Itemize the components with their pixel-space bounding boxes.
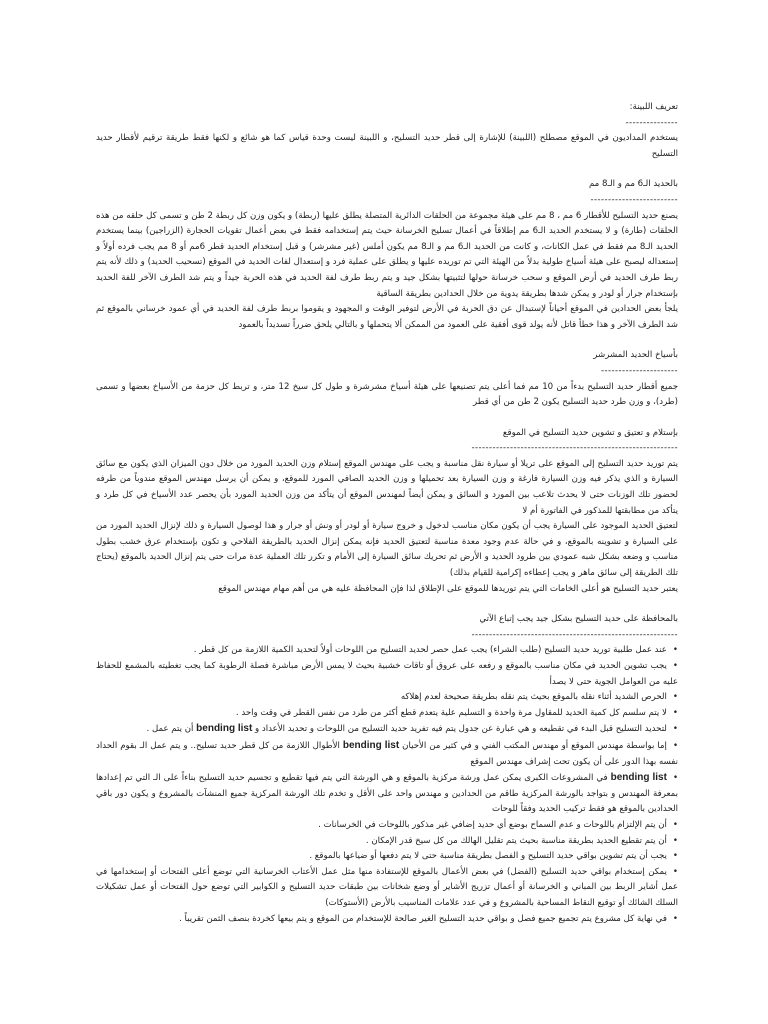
item-text: عند عمل طلبية توريد حديد التسليح (طلب الشراء) يجب عمل حصر لحديد التسليح من اللوحات أولاً لتحديد الكمية اللازمة من كل قطر . — [193, 645, 667, 656]
section-heading: بأسياخ الحديد المشرشر — [593, 350, 678, 361]
section-definition — [96, 100, 678, 162]
section-heading: تعريف اللبينة: — [629, 102, 678, 112]
bullet-icon: • — [672, 692, 678, 703]
bullet-icon: • — [672, 913, 678, 924]
bullet-icon: • — [672, 819, 678, 830]
section-preservation — [96, 612, 678, 927]
item-text: لا يتم سلسم كل كمية الحديد للمقاول مرة واحدة و التسليم علية يتعدم قطع أكثر من طرد من نفس القطر في وقت واحد . — [235, 707, 667, 718]
item-text: الأطوال اللازمة من كل قطر حديد تسليح.. و يتم عمل الـ بقوم الحداد نفسه بهذا الدور على أن يكون تحت إشراف مهندس الموقع — [96, 740, 678, 767]
heading-underline: ---------------------- — [600, 365, 678, 376]
bullet-icon: • — [672, 835, 678, 846]
bullet-icon: • — [672, 661, 678, 671]
heading-underline: --------------- — [625, 117, 678, 128]
paragraph: جميع أقطار حديد التسليح بدءاً من 10 مم فما أعلى يتم تصنيعها على هيئة أسياخ مشرشرة و طول كل سيخ 12 متر، و تربط كل حزمة من الأسياخ بعضها و تسمى (طرد)، و وزن طرد حديد التسليح يكون 2 طن من أي قطر — [96, 381, 679, 408]
item-text: يمكن إستخدام بواقي حديد التسليح (الفضل) في بعض الأعمال بالموقع للإستفادة منها مثل عمل الأعتاب الخرسانية التي توضع أعلى الفتحات أو إستخدامها في عمل أشاير الربط بين المباني و الخرسانة أو أعمال تزريج الأشاير أو وضع شخانات بين طبقات حديد التسليح و الكوابير التي توضع حول الفتحات أو عمل تشكيلات السلك الشائك أو توقيع النقاط المساحية بالمشروع و في عدد علامات المناسيب بالأرض (الأستوكات) — [96, 866, 678, 908]
list-item — [96, 659, 678, 690]
list-item — [96, 849, 678, 865]
item-text: في نهاية كل مشروع يتم تجميع جميع فصل و بواقي حديد التسليح الغير صالحة للإستخدام من الموقع و يتم بيعها كخردة بنصف الثمن تقريباً . — [179, 913, 667, 924]
item-text: في المشروعات الكبرى يمكن عمل ورشة مركزية بالموقع و هي الورشة التي يتم فيها تقطيع و تجسيم حديد التسليح بناءاً على الـ التي تم إعدادها بمعرفة المهندس و بتواجد بالورشة المركزية طاقم من الحدادين و مهندس واحد على الأقل و تخدم تلك الورشة المركزية جميع المنشآت بالمشروع و يكون دور باقي الحدادين بالموقع هو فقط تركيب الحديد وفقاً للوحات — [96, 773, 678, 815]
list-item — [96, 834, 678, 850]
bullet-icon: • — [672, 773, 679, 784]
paragraph: يصنع حديد التسليح للأقطار 6 مم ، 8 مم على هيئة مجموعة من الحلقات الدائرية المتصلة يطلق عليها (ربطة) و يكون وزن كل ربطة 2 طن و تسمى كل حلقه من هذه الحلقات (طارة) و لا يستخدم الحديد الـ6 مم إطلاقاً في أعمال تسليح الخرسانة حيث يتم إستخدامه فقط في بعض أعمال تقويات الحجارة (الزراجين) بينما يستخدم الحديد الـ8 مم فقط في عمل الكانات، و كانت من الحديد الـ6 مم و الـ8 مم يكون أملس (غير مشرشر) و قبل إستخدام الحديد قطر 6مم أو 8 مم يجب فرده أولاً و إستعداله ليصبح على هيئة أسياخ طولية بدلاً من الهيئة التي تم توريده عليها و يطلق على عملية فرد و إستعدال لفات الحديد في الموقع (تسحيب الحديد) و ذلك لأنه يتم ربط طرف الحديد في أرض الموقع و سحب خرسانة حولها لتثبيتها بشكل جيد و يتم ربط طرف لفة الحديد في هذه الحربة جيداً و يتم شد الطرف الآخر للفة الحديد بإستخدام جرار أو لودر و يمكن شدها بطريقة يدوية من خلال الحدادين بطريقة الساقية — [96, 210, 679, 299]
bullet-list — [96, 643, 678, 927]
section-heading: بالمحافظة على حديد التسليح بشكل جيد يجب إتباع الآتي — [479, 614, 678, 625]
bullet-icon: • — [672, 707, 678, 718]
section-heading: بالحديد الـ6 مم و الـ8 مم — [588, 179, 678, 190]
paragraph: يعتبر حديد التسليح هو أعلى الخامات التي يتم توريدها للموقع على الإطلاق لذا فإن المحافظة عليه هي من أهم مهام مهندس الموقع — [218, 583, 678, 594]
list-item — [96, 770, 678, 818]
term-text: bending list — [196, 723, 253, 735]
paragraph: يتم توريد حديد التسليح إلى الموقع على تريلا أو سيارة نقل مناسبة و يجب على مهندس الموقع إستلام وزن الحديد المورد من خلال دون الميزان الذي يكون مع سائق السيارة و الذي يذكر فيه وزن السيارة فارغة و وزن السيارة بعد تحميلها و وزن الحديد الصافي المورد للموقع، و يمكن أن يرسل مهندس الموقع مندوباً من طرفه لحضور تلك الوزنات حتى لا يحدث تلاعب بين المورد و السائق و يمكن أيضاً لمهندس الموقع أن يتأكد من وزن الحديد المورد بأن يحصر عدد الأسياخ في كل طرد و يتأكد من مطابقتها للمذكور في الفاتورة أم لا — [96, 458, 678, 516]
item-text: أن يتم الإلتزام باللوحات و عدم السماح بوضع أي حديد إضافي غير مذكور باللوحات في الخرسانات . — [318, 819, 667, 830]
bullet-icon: • — [672, 724, 678, 735]
heading-underline: ----------------------------------------------------------- — [471, 443, 678, 454]
bullet-icon: • — [672, 645, 678, 656]
term-text: bending list — [342, 739, 400, 751]
list-item — [96, 706, 678, 722]
item-text: إما بواسطة مهندس الموقع أو مهندس المكتب الفني و في كثير من الأحيان — [399, 740, 667, 751]
item-text: أن يتم تقطيع الحديد بطريقة مناسبة بحيث يتم تقليل الهالك من كل سيخ قدر الإمكان . — [365, 835, 667, 846]
item-text: يجب تشوين الحديد في مكان مناسب بالموقع و رفعه على عروق أو تاقات خشبية بحيث لا يمس الأرض مباشرة فصلة الرطوبة كما يجب تغطيته بالمشمع للحفاظ عليه من العوامل الجوية حتى لا يصدأ — [96, 661, 678, 687]
paragraph: يستخدم المداديون في الموقع مصطلح (اللبينة) للإشارة إلى قطر حديد التسليح، و اللبينة ليست وحدة قياس كما هو شائع و لكنها فقط طريقة ترقيم لأقطار حديد التسليح — [96, 133, 678, 159]
document-page — [96, 100, 678, 927]
heading-underline: ------------------------- — [590, 194, 678, 205]
item-text: أن يتم عمل . — [146, 724, 197, 735]
list-item — [96, 818, 678, 834]
list-item — [96, 643, 678, 659]
section-deformed-bars — [96, 348, 678, 410]
section-6mm-8mm — [96, 177, 678, 333]
list-item — [96, 738, 678, 770]
section-heading: بإستلام و تعتيق و تشوين حديد التسليح في الموقع — [502, 427, 678, 438]
list-item — [96, 721, 678, 738]
bullet-icon: • — [672, 740, 679, 751]
list-item — [96, 690, 678, 706]
bullet-icon: • — [672, 866, 678, 877]
list-item — [96, 865, 678, 912]
list-item — [96, 912, 678, 928]
bullet-icon: • — [672, 851, 678, 862]
item-text: لتحديد التسليح قبل البدء في تقطيعه و هي عبارة عن جدول يتم فيه تفريد حديد التسليح من اللوحات و تحديد الأعداد و — [252, 724, 667, 735]
paragraph: يلجأ بعض الحدادين في الموقع أحياناً لإستبدال عن دق الحربة في الأرض لتوفير الوقت و المجهود و يقوموا بربط طرف لفة الحديد في أي عمود خرساني بالموقع ثم شد الطرف الآخر و هذا خطأ قاتل لأنه يولد قوى أفقية على العمود من الممكن ألا يتحملها و بالتالي يلحق ضرراً تسديداً بالعمود — [96, 304, 678, 330]
term-text: bending list — [610, 772, 667, 784]
paragraph: لتعتيق الحديد الموجود على السيارة يجب أن يكون مكان مناسب لدخول و خروج سيارة أو لودر أو ونش أو جرار و هذا لوصول السيارة و ذلك لإنزال الحديد المورد من على السيارة و تشوينه بالموقع، و في حالة عدم وجود معدة مناسبة لتعتيق الحديد فإنه يمكن إنزال الحديد بالطريقة الفلاحي و تكون بإستخدام عرق خشب بطول مناسب و وضعه بشكل شبه عمودي بين طرود الحديد و الأرض ثم تحريك سائق السيارة إلى الأمام و تكرر تلك العملية عدة مرات حتى يتم إنزال الحديد بالموقع (يحتاج تلك الطريقة إلى سائق ماهر و يجب إعطاءه إكرامية للقيام بذلك) — [96, 521, 678, 579]
section-receiving-storage — [96, 426, 678, 598]
heading-underline: ----------------------------------------------------------- — [471, 629, 678, 640]
item-text: يجب أن يتم تشوين بواقي حديد التسليح و الفصل بطريقة مناسبة حتى لا يتم دفعها أو ضياعها بالموقع . — [309, 851, 667, 862]
item-text: الحرص الشديد أثناء نقله بالموقع بحيث يتم نقله بطريقة صحيحة لعدم إهلاكه — [400, 692, 667, 703]
